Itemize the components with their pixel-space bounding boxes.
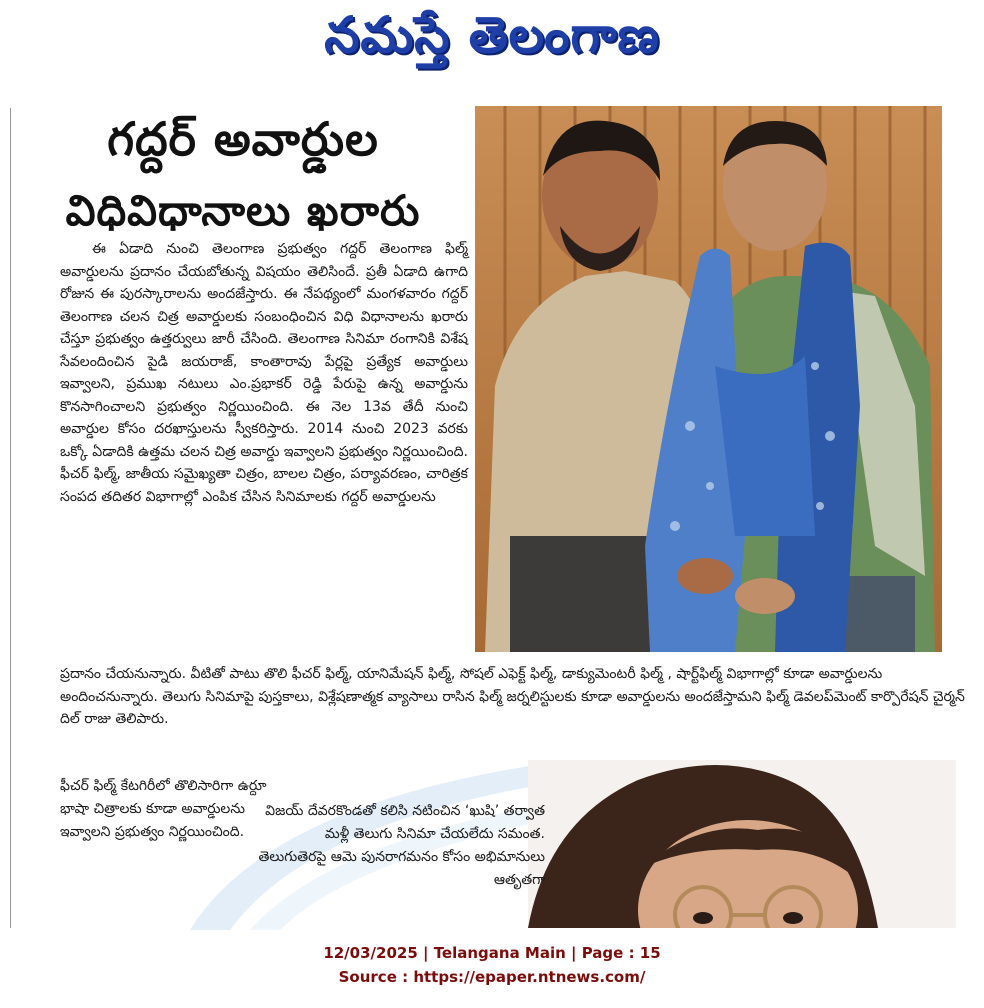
- photo-illustration: [475, 106, 942, 652]
- article-body-column: [60, 238, 468, 508]
- column-divider: [10, 108, 11, 928]
- photo-caption: విజయ్ దేవరకొండతో కలిసి నటించిన ‘ఖుషి’ తర్వాత మళ్లీ తెలుగు సినిమా చేయలేదు సమంత. తెలుగుతెరపై ఆమె పునరాగమనం కోసం అభిమానులు ఆతృతగా: [258, 803, 545, 888]
- article-subnote: ఫీచర్ ఫిల్మ్ కేటగిరీలో తొలిసారిగా ఉర్దూ భాషా చిత్రాలకు కూడా అవార్డులను ఇవ్వాలని ప్రభుత్వం నిర్ణయించింది.: [60, 778, 267, 840]
- article-photo-top: [475, 106, 942, 652]
- article-body-fullwidth: ప్రదానం చేయనున్నారు. వీటితో పాటు తొలి ఫీచర్ ఫిల్మ్, యానిమేషన్ ఫిల్మ్, సోషల్ ఎఫెక్ట్ ఫిల్మ్, డాక్యుమెంటరీ ఫిల్మ్ , షార్ట్‌ఫిల్మ్ విభాగాల్లో కూడా అవార్డులను అందించనున్నారు. తెలుగు సినిమాపై పుస్తకాలు, విశ్లేషణాత్మక వ్యాసాలు రాసిన ఫిల్మ్ జర్నలిస్టులకు కూడా అవార్డులను అందజేస్తామని ఫిల్మ్ డెవలప్‌మెంట్ కార్పొరేషన్ చైర్మన్ దిల్ రాజు తెలిపారు.: [60, 666, 965, 727]
- headline-line-2: విధివిధానాలు ఖరారు: [65, 186, 421, 235]
- masthead: [0, 0, 984, 78]
- footer-edition-info: 12/03/2025 | Telangana Main | Page : 15: [323, 944, 661, 962]
- headline-line-1: గద్దర్ అవార్డుల: [107, 112, 379, 166]
- article-paragraph: ఈ ఏడాది నుంచి తెలంగాణ ప్రభుత్వం గద్దర్ తెలంగాణ ఫిల్మ్ అవార్డులను ప్రదానం చేయబోతున్న విషయం తెలిసిందే. ప్రతీ ఏడాది ఉగాది రోజున ఈ పురస్కారాలను అందజేస్తారు. ఈ నేపథ్యంలో మంగళవారం గద్దర్ తెలంగాణ చలన చిత్ర అవార్డులకు సంబంధించిన విధి విధానాలను ఖరారు చేస్తూ ప్రభుత్వం ఉత్తర్వులు జారీ చేసింది. తెలంగాణ సినిమా రంగానికి విశేష సేవలందించిన పైడి జయరాజ్, కాంతారావు పేర్లపై ప్రత్యేక అవార్డులు ఇవ్వాలని, ప్రముఖ నటులు ఎం.ప్రభాకర్ రెడ్డి పేరుపై ఉన్న అవార్డును కొనసాగించాలని ప్రభుత్వం నిర్ణయించింది. ఈ నెల 13వ తేదీ నుంచి అవార్డుల కోసం దరఖాస్తులను స్వీకరిస్తారు. 2014 నుంచి 2023 వరకు ఒక్కో ఏడాదికి ఉత్తమ చలన చిత్ర అవార్డు ఇవ్వాలని ప్రభుత్వం నిర్ణయించింది. ఫీచర్ ఫిల్మ్, జాతీయ సమైఖ్యతా చిత్రం, బాలల చిత్రం, పర్యావరణం, చారిత్రక సంపద తదితర విభాగాల్లో ఎంపిక చేసిన సినిమాలకు గద్దర్ అవార్డులను: [60, 241, 468, 505]
- footer-source-link[interactable]: Source : https://epaper.ntnews.com/: [338, 968, 646, 986]
- article-photo-bottom: [528, 760, 956, 928]
- newspaper-logo: నమస్తే తెలంగాణ: [324, 6, 660, 64]
- actress-photo-illustration: [528, 760, 956, 928]
